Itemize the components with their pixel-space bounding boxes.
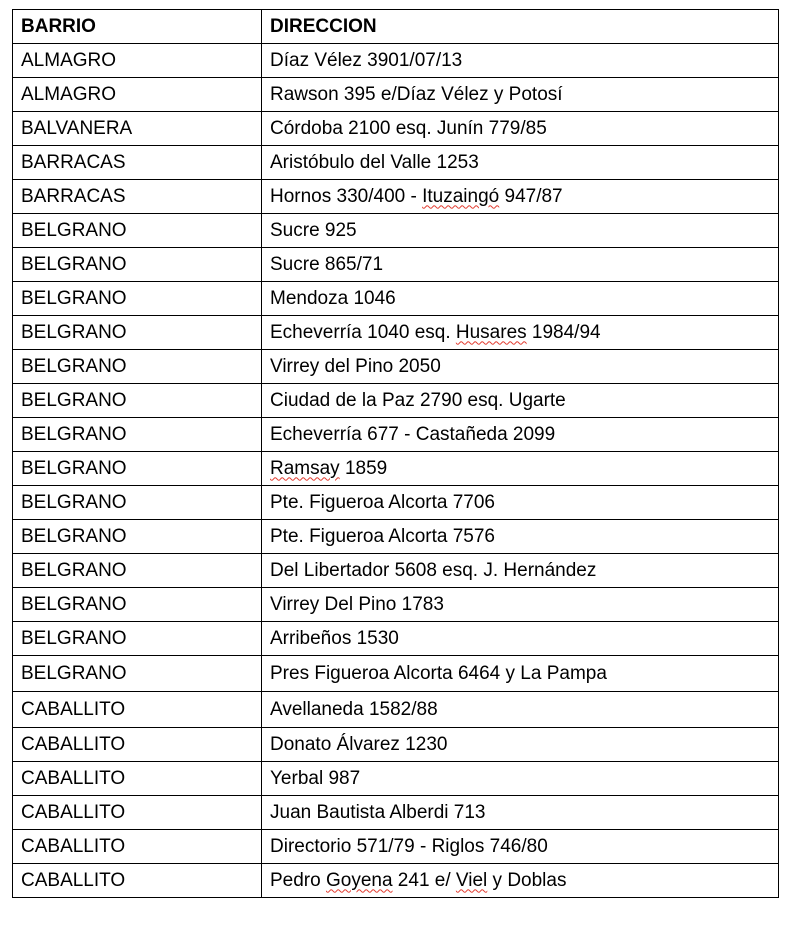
direccion-cell bbox=[262, 418, 779, 452]
direccion-text: Córdoba 2100 esq. Junín 779/85 bbox=[270, 117, 547, 139]
barrio-cell: CABALLITO bbox=[13, 830, 262, 864]
spellcheck-flagged-word: Goyena bbox=[325, 869, 393, 891]
table-row bbox=[13, 622, 779, 656]
direccion-cell bbox=[262, 146, 779, 180]
table-row bbox=[13, 282, 779, 316]
header-direccion: DIRECCION bbox=[262, 10, 779, 44]
direccion-text: y Doblas bbox=[487, 869, 567, 891]
barrio-cell: CABALLITO bbox=[13, 762, 262, 796]
direccion-text: Echeverría 1040 esq. bbox=[270, 321, 456, 343]
address-table bbox=[12, 9, 779, 898]
table-row bbox=[13, 248, 779, 282]
table-row bbox=[13, 588, 779, 622]
barrio-cell: CABALLITO bbox=[13, 728, 262, 762]
address-table-container bbox=[12, 9, 778, 898]
direccion-cell bbox=[262, 864, 779, 898]
direccion-cell bbox=[262, 112, 779, 146]
direccion-cell bbox=[262, 762, 779, 796]
barrio-cell: BARRACAS bbox=[13, 146, 262, 180]
spellcheck-flagged-word: Ramsay bbox=[270, 457, 340, 479]
direccion-text: Del Libertador 5608 esq. J. Hernández bbox=[270, 559, 597, 581]
barrio-cell: CABALLITO bbox=[13, 796, 262, 830]
table-row bbox=[13, 112, 779, 146]
direccion-text: Donato Álvarez 1230 bbox=[270, 733, 448, 755]
barrio-cell: BELGRANO bbox=[13, 282, 262, 316]
table-row bbox=[13, 728, 779, 762]
direccion-text: Juan Bautista Alberdi 713 bbox=[270, 801, 486, 823]
table-row bbox=[13, 452, 779, 486]
direccion-text: Pres Figueroa Alcorta 6464 y La Pampa bbox=[270, 662, 607, 684]
barrio-cell: BALVANERA bbox=[13, 112, 262, 146]
direccion-cell bbox=[262, 796, 779, 830]
direccion-text: Sucre 925 bbox=[270, 219, 357, 241]
direccion-text: 1984/94 bbox=[526, 321, 601, 343]
direccion-cell bbox=[262, 44, 779, 78]
header-barrio: BARRIO bbox=[13, 10, 262, 44]
direccion-text: Hornos 330/400 - bbox=[270, 185, 423, 207]
direccion-text: Arribeños 1530 bbox=[270, 627, 399, 649]
spellcheck-flagged-word: Ituzaingó bbox=[422, 185, 500, 207]
barrio-cell: BELGRANO bbox=[13, 384, 262, 418]
barrio-cell: BELGRANO bbox=[13, 418, 262, 452]
table-row bbox=[13, 796, 779, 830]
direccion-cell bbox=[262, 350, 779, 384]
direccion-cell bbox=[262, 520, 779, 554]
barrio-cell: BELGRANO bbox=[13, 656, 262, 692]
table-row bbox=[13, 44, 779, 78]
direccion-text: 1859 bbox=[339, 457, 388, 479]
direccion-cell bbox=[262, 486, 779, 520]
barrio-cell: BELGRANO bbox=[13, 622, 262, 656]
direccion-text: Pte. Figueroa Alcorta 7576 bbox=[270, 525, 495, 547]
direccion-cell bbox=[262, 384, 779, 418]
barrio-cell: BELGRANO bbox=[13, 316, 262, 350]
direccion-cell bbox=[262, 830, 779, 864]
barrio-cell: BELGRANO bbox=[13, 350, 262, 384]
direccion-cell bbox=[262, 248, 779, 282]
table-row bbox=[13, 180, 779, 214]
direccion-text: Yerbal 987 bbox=[270, 767, 361, 789]
direccion-cell bbox=[262, 214, 779, 248]
table-row bbox=[13, 692, 779, 728]
direccion-text: Ciudad de la Paz 2790 esq. Ugarte bbox=[270, 389, 566, 411]
direccion-text: Sucre 865/71 bbox=[270, 253, 384, 275]
barrio-cell: ALMAGRO bbox=[13, 44, 262, 78]
barrio-cell: BARRACAS bbox=[13, 180, 262, 214]
table-body bbox=[13, 44, 779, 898]
direccion-cell bbox=[262, 78, 779, 112]
spellcheck-flagged-word: Husares bbox=[455, 321, 527, 343]
direccion-cell bbox=[262, 554, 779, 588]
table-row bbox=[13, 214, 779, 248]
direccion-text: Díaz Vélez 3901/07/13 bbox=[270, 49, 463, 71]
direccion-cell bbox=[262, 452, 779, 486]
table-row bbox=[13, 554, 779, 588]
direccion-text: Echeverría 677 - Castañeda 2099 bbox=[270, 423, 556, 445]
table-header-row bbox=[13, 10, 779, 44]
table-row bbox=[13, 78, 779, 112]
direccion-text: Aristóbulo del Valle 1253 bbox=[270, 151, 479, 173]
direccion-cell bbox=[262, 656, 779, 692]
direccion-text: 947/87 bbox=[499, 185, 563, 207]
direccion-cell bbox=[262, 282, 779, 316]
direccion-cell bbox=[262, 622, 779, 656]
table-row bbox=[13, 316, 779, 350]
table-row bbox=[13, 762, 779, 796]
barrio-cell: BELGRANO bbox=[13, 588, 262, 622]
direccion-text: Virrey del Pino 2050 bbox=[270, 355, 441, 377]
barrio-cell: CABALLITO bbox=[13, 864, 262, 898]
table-row bbox=[13, 656, 779, 692]
barrio-cell: BELGRANO bbox=[13, 248, 262, 282]
direccion-text: Rawson 395 e/Díaz Vélez y Potosí bbox=[270, 83, 563, 105]
direccion-text: 241 e/ bbox=[392, 869, 456, 891]
barrio-cell: BELGRANO bbox=[13, 214, 262, 248]
direccion-text: Avellaneda 1582/88 bbox=[270, 698, 438, 720]
table-row bbox=[13, 146, 779, 180]
direccion-cell bbox=[262, 180, 779, 214]
table-row bbox=[13, 384, 779, 418]
table-row bbox=[13, 486, 779, 520]
direccion-cell bbox=[262, 728, 779, 762]
direccion-cell bbox=[262, 588, 779, 622]
barrio-cell: BELGRANO bbox=[13, 554, 262, 588]
direccion-text: Pte. Figueroa Alcorta 7706 bbox=[270, 491, 495, 513]
table-row bbox=[13, 520, 779, 554]
direccion-text: Mendoza 1046 bbox=[270, 287, 396, 309]
table-row bbox=[13, 418, 779, 452]
direccion-cell bbox=[262, 316, 779, 350]
table-row bbox=[13, 830, 779, 864]
barrio-cell: ALMAGRO bbox=[13, 78, 262, 112]
barrio-cell: BELGRANO bbox=[13, 520, 262, 554]
barrio-cell: BELGRANO bbox=[13, 452, 262, 486]
direccion-cell bbox=[262, 692, 779, 728]
direccion-text: Virrey Del Pino 1783 bbox=[270, 593, 444, 615]
direccion-text: Directorio 571/79 - Riglos 746/80 bbox=[270, 835, 548, 857]
barrio-cell: CABALLITO bbox=[13, 692, 262, 728]
direccion-text: Pedro bbox=[270, 869, 326, 891]
barrio-cell: BELGRANO bbox=[13, 486, 262, 520]
table-row bbox=[13, 350, 779, 384]
spellcheck-flagged-word: Viel bbox=[455, 869, 488, 891]
table-row bbox=[13, 864, 779, 898]
